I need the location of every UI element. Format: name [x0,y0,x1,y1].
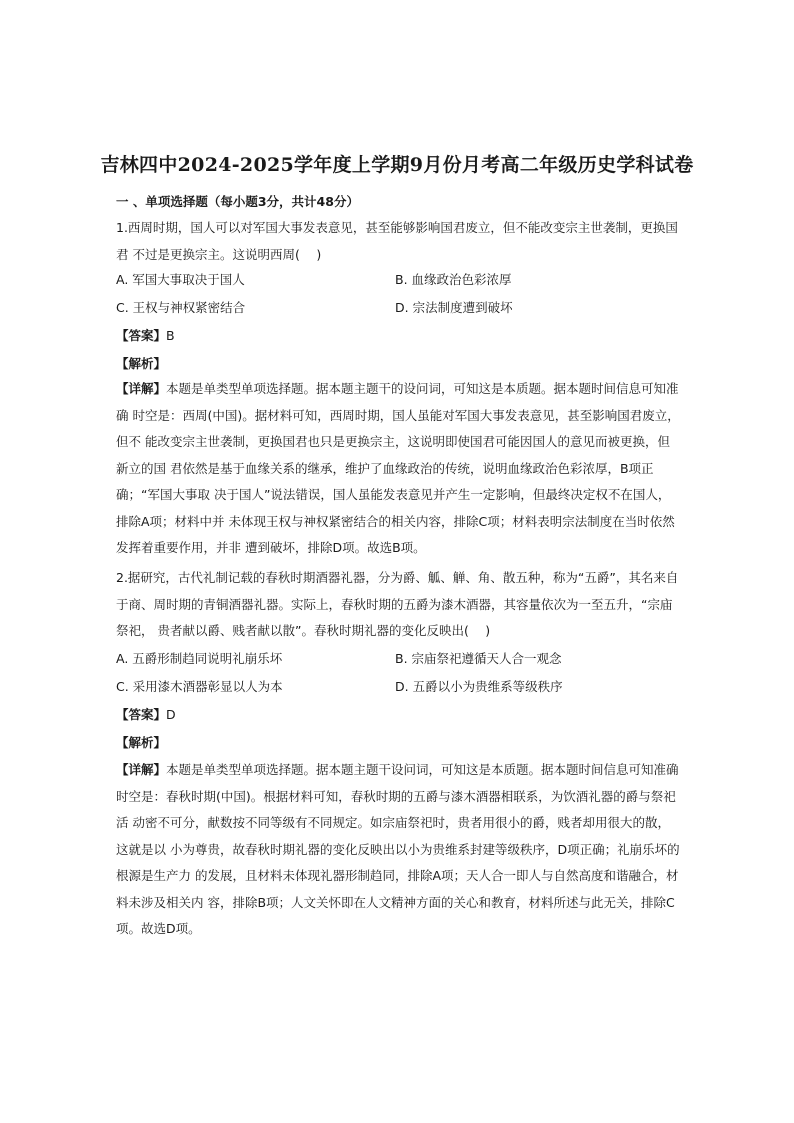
question-2-option-a: A. 五爵形制趋同说明礼崩乐坏 [116,651,283,666]
question-2-stem: 2.据研究，古代礼制记载的春秋时期酒器礼器，分为爵、觚、觯、角、散五种，称为“五爵”，其名来自 于商、周时期的青铜酒器礼器。实际上，春秋时期的五爵为漆木酒器，其容量依次为一至五升，“宗庙祭祀， 贵者献以爵、贱者献以散”。春秋时期礼器的变化反映出( ) [116,570,679,638]
detail-tag: 【详解】 [116,381,167,396]
question-2-option-b: B. 宗庙祭祀遵循天人合一观念 [395,651,562,666]
analysis-tag: 【解析】 [116,356,167,371]
question-1-answer [116,326,175,346]
question-1-option-d: D. 宗法制度遭到破坏 [395,300,513,315]
question-1-analysis-tag [116,354,166,374]
question-2-detail [116,757,692,943]
answer-tag: 【答案】 [116,707,167,722]
question-2-answer [116,705,176,725]
detail-tag: 【详解】 [116,762,167,777]
answer-value: B [166,328,175,343]
question-2-analysis-tag [116,733,166,753]
question-1-option-b: B. 血缘政治色彩浓厚 [395,272,512,287]
detail-text: 本题是单类型单项选择题。据本题主题干设问词，可知这是本质题。据本题时间信息可知准确 时空是：春秋时期(中国)。根据材料可知，春秋时期的五爵与漆木酒器相联系，为饮酒礼器的爵与祭祀活 动密不可分，献数按不同等级有不同规定。如宗庙祭祀时，贵者用很小的爵，贱者却用很大的散，这就是以 小为尊贵，故春秋时期礼器的变化反映出以小为贵维系封建等级秩序，D项正确；礼崩乐坏的根源是生产力 的发展，且材料未体现礼器形制趋同，排除A项；天人合一即人与自然高度和谐融合，材料未涉及相关内 容，排除B项；人文关怀即在人文精神方面的关心和教育，材料所述与此无关，排除C项。故选D项。 [116,762,692,936]
question-1-stem: 1.西周时期，国人可以对军国大事发表意见，甚至能够影响国君废立，但不能改变宗主世袭制，更换国君 不过是更换宗主。这说明西周( ) [116,220,678,262]
answer-tag: 【答案】 [116,328,167,343]
section-heading: 一 、单项选择题（每小题3分，共计48分） [116,194,359,209]
answer-value: D [166,707,176,722]
document-title: 吉林四中2024-2025学年度上学期9月份月考高二年级历史学科试卷 [100,154,694,176]
analysis-tag: 【解析】 [116,735,167,750]
question-1-detail [116,376,681,562]
question-1-option-c: C. 王权与神权紧密结合 [116,300,246,315]
question-1-option-a: A. 军国大事取决于国人 [116,272,245,287]
question-2-option-c: C. 采用漆木酒器彰显以人为本 [116,679,283,694]
question-2-option-d: D. 五爵以小为贵维系等级秩序 [395,679,563,694]
detail-text: 本题是单类型单项选择题。据本题主题干的设问词，可知这是本质题。据本题时间信息可知准确 时空是：西周(中国)。据材料可知，西周时期，国人虽能对军国大事发表意见，甚至影响国君废立，但不 能改变宗主世袭制，更换国君也只是更换宗主，这说明即使国君可能因国人的意见而被更换，但新立的国 君依然是基于血缘关系的继承，维护了血缘政治的传统，说明血缘政治色彩浓厚，B项正确；“军国大事取 决于国人”说法错误，国人虽能发表意见并产生一定影响，但最终决定权不在国人，排除A项；材料中并 未体现王权与神权紧密结合的相关内容，排除C项；材料表明宗法制度在当时依然发挥着重要作用，并非 遭到破坏，排除D项。故选B项。 [116,381,680,555]
